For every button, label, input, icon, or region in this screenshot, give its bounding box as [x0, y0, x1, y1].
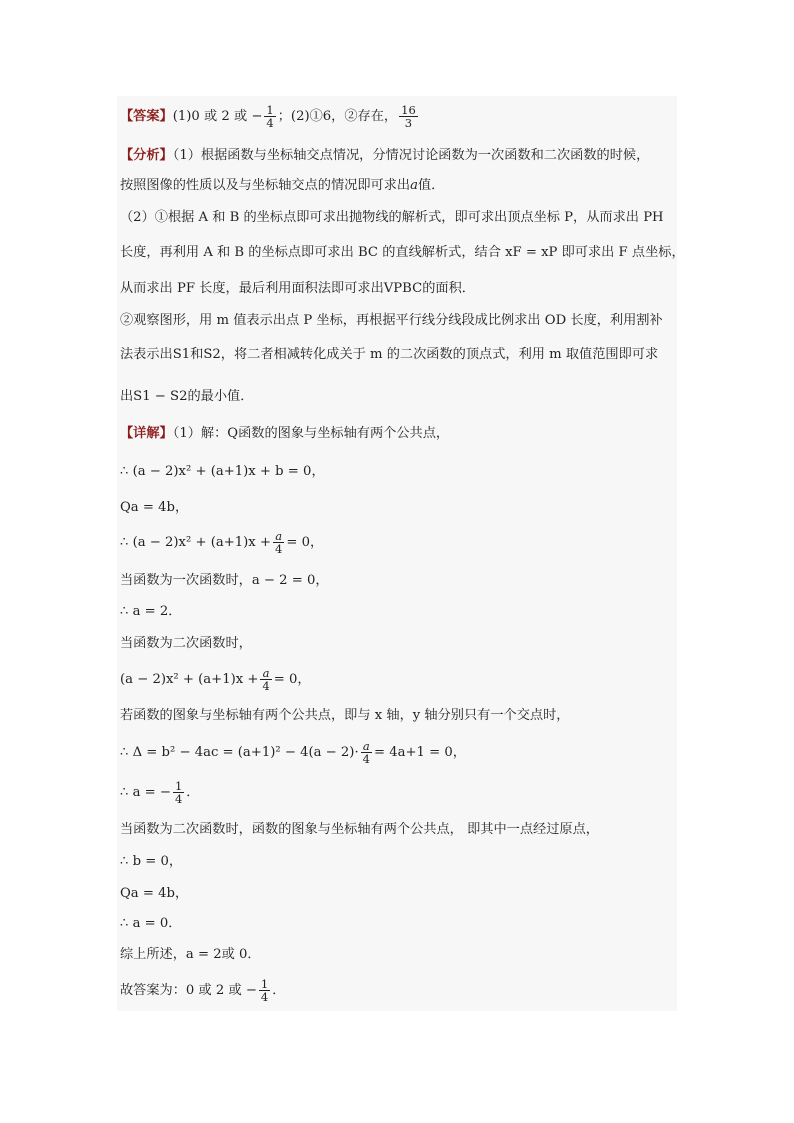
fraction: $\frac{a}{4}$: [362, 739, 370, 766]
analysis-line-5: 从而求出 PF 长度，最后利用面积法即可求出VPBC的面积．: [120, 281, 475, 296]
detail-line-3: Qa = 4b，: [120, 500, 189, 515]
analysis-line-8: 出S1 − S2的最小值．: [120, 389, 254, 404]
detail-tag: 【详解】: [120, 426, 173, 441]
analysis-line-2: 按照图像的性质以及与坐标轴交点的情况即可求出a值．: [120, 178, 445, 193]
detail-line-7: 当函数为二次函数时，: [120, 636, 252, 651]
fraction: $\frac{1}{4}$: [174, 779, 183, 806]
detail-line-11: ∴ a = − $\frac{1}{4}$ ．: [120, 779, 200, 806]
detail-line-1: 【详解】（1）解：Q函数的图象与坐标轴有两个公共点，: [120, 426, 450, 441]
detail-line-5: 当函数为一次函数时，a − 2 = 0，: [120, 573, 329, 588]
detail-line-12: 当函数为二次函数时，函数的图象与坐标轴有两个公共点， 即其中一点经过原点，: [120, 822, 599, 837]
detail-line-8: (a − 2)x² + (a+1)x + $\frac{a}{4}$ = 0，: [120, 666, 311, 693]
analysis-line-7: 法表示出S1和S2，将二者相减转化成关于 m 的二次函数的顶点式，利用 m 取值范围即可求: [120, 347, 659, 362]
detail-line-16: 综上所述，a = 2或 0．: [120, 947, 261, 962]
detail-line-17: 故答案为：0 或 2 或 − $\frac{1}{4}$ ．: [120, 977, 286, 1004]
fraction: $\frac{a}{4}$: [275, 529, 283, 556]
analysis-line-3: （2）①根据 A 和 B 的坐标点即可求出抛物线的解析式，即可求出顶点坐标 P，从而求出 PH: [120, 210, 664, 225]
answer-part2: ；(2)①6，②存在，: [277, 109, 398, 124]
fraction: $\frac{1}{4}$: [260, 977, 269, 1004]
answer-part1: (1)0 或 2 或 −: [172, 109, 263, 124]
detail-line-2: ∴ (a − 2)x² + (a+1)x + b = 0，: [120, 464, 325, 479]
answer-line: [120, 104, 420, 129]
detail-line-9: 若函数的图象与坐标轴有两个公共点，即与 x 轴，y 轴分别只有一个交点时，: [120, 708, 570, 723]
detail-line-14: Qa = 4b，: [120, 886, 189, 901]
answer-tag: 【答案】: [120, 109, 173, 124]
detail-line-15: ∴ a = 0．: [120, 916, 182, 931]
detail-line-10: ∴ Δ = b² − 4ac = (a+1)² − 4(a − 2)· $\frac{a}{4}$ = 4a+1 = 0，: [120, 739, 466, 766]
answer-fraction-2: $\frac{16}{3}$: [401, 103, 416, 130]
analysis-line-1: 【分析】（1）根据函数与坐标轴交点情况，分情况讨论函数为一次函数和二次函数的时候，: [120, 148, 650, 163]
detail-line-6: ∴ a = 2．: [120, 604, 182, 619]
analysis-tag: 【分析】: [120, 148, 173, 163]
detail-line-4: ∴ (a − 2)x² + (a+1)x + $\frac{a}{4}$ = 0，: [120, 529, 324, 556]
answer-fraction-1: $\frac{1}{4}$: [266, 103, 274, 130]
analysis-line-6: ②观察图形，用 m 值表示出点 P 坐标，再根据平行线分线段成比例求出 OD 长度，利用割补: [120, 313, 663, 328]
fraction: $\frac{a}{4}$: [262, 666, 270, 693]
analysis-line-4: 长度，再利用 A 和 B 的坐标点即可求出 BC 的直线解析式，结合 xF = xP 即可求出 F 点坐标，: [120, 245, 685, 260]
detail-line-13: ∴ b = 0，: [120, 854, 183, 869]
